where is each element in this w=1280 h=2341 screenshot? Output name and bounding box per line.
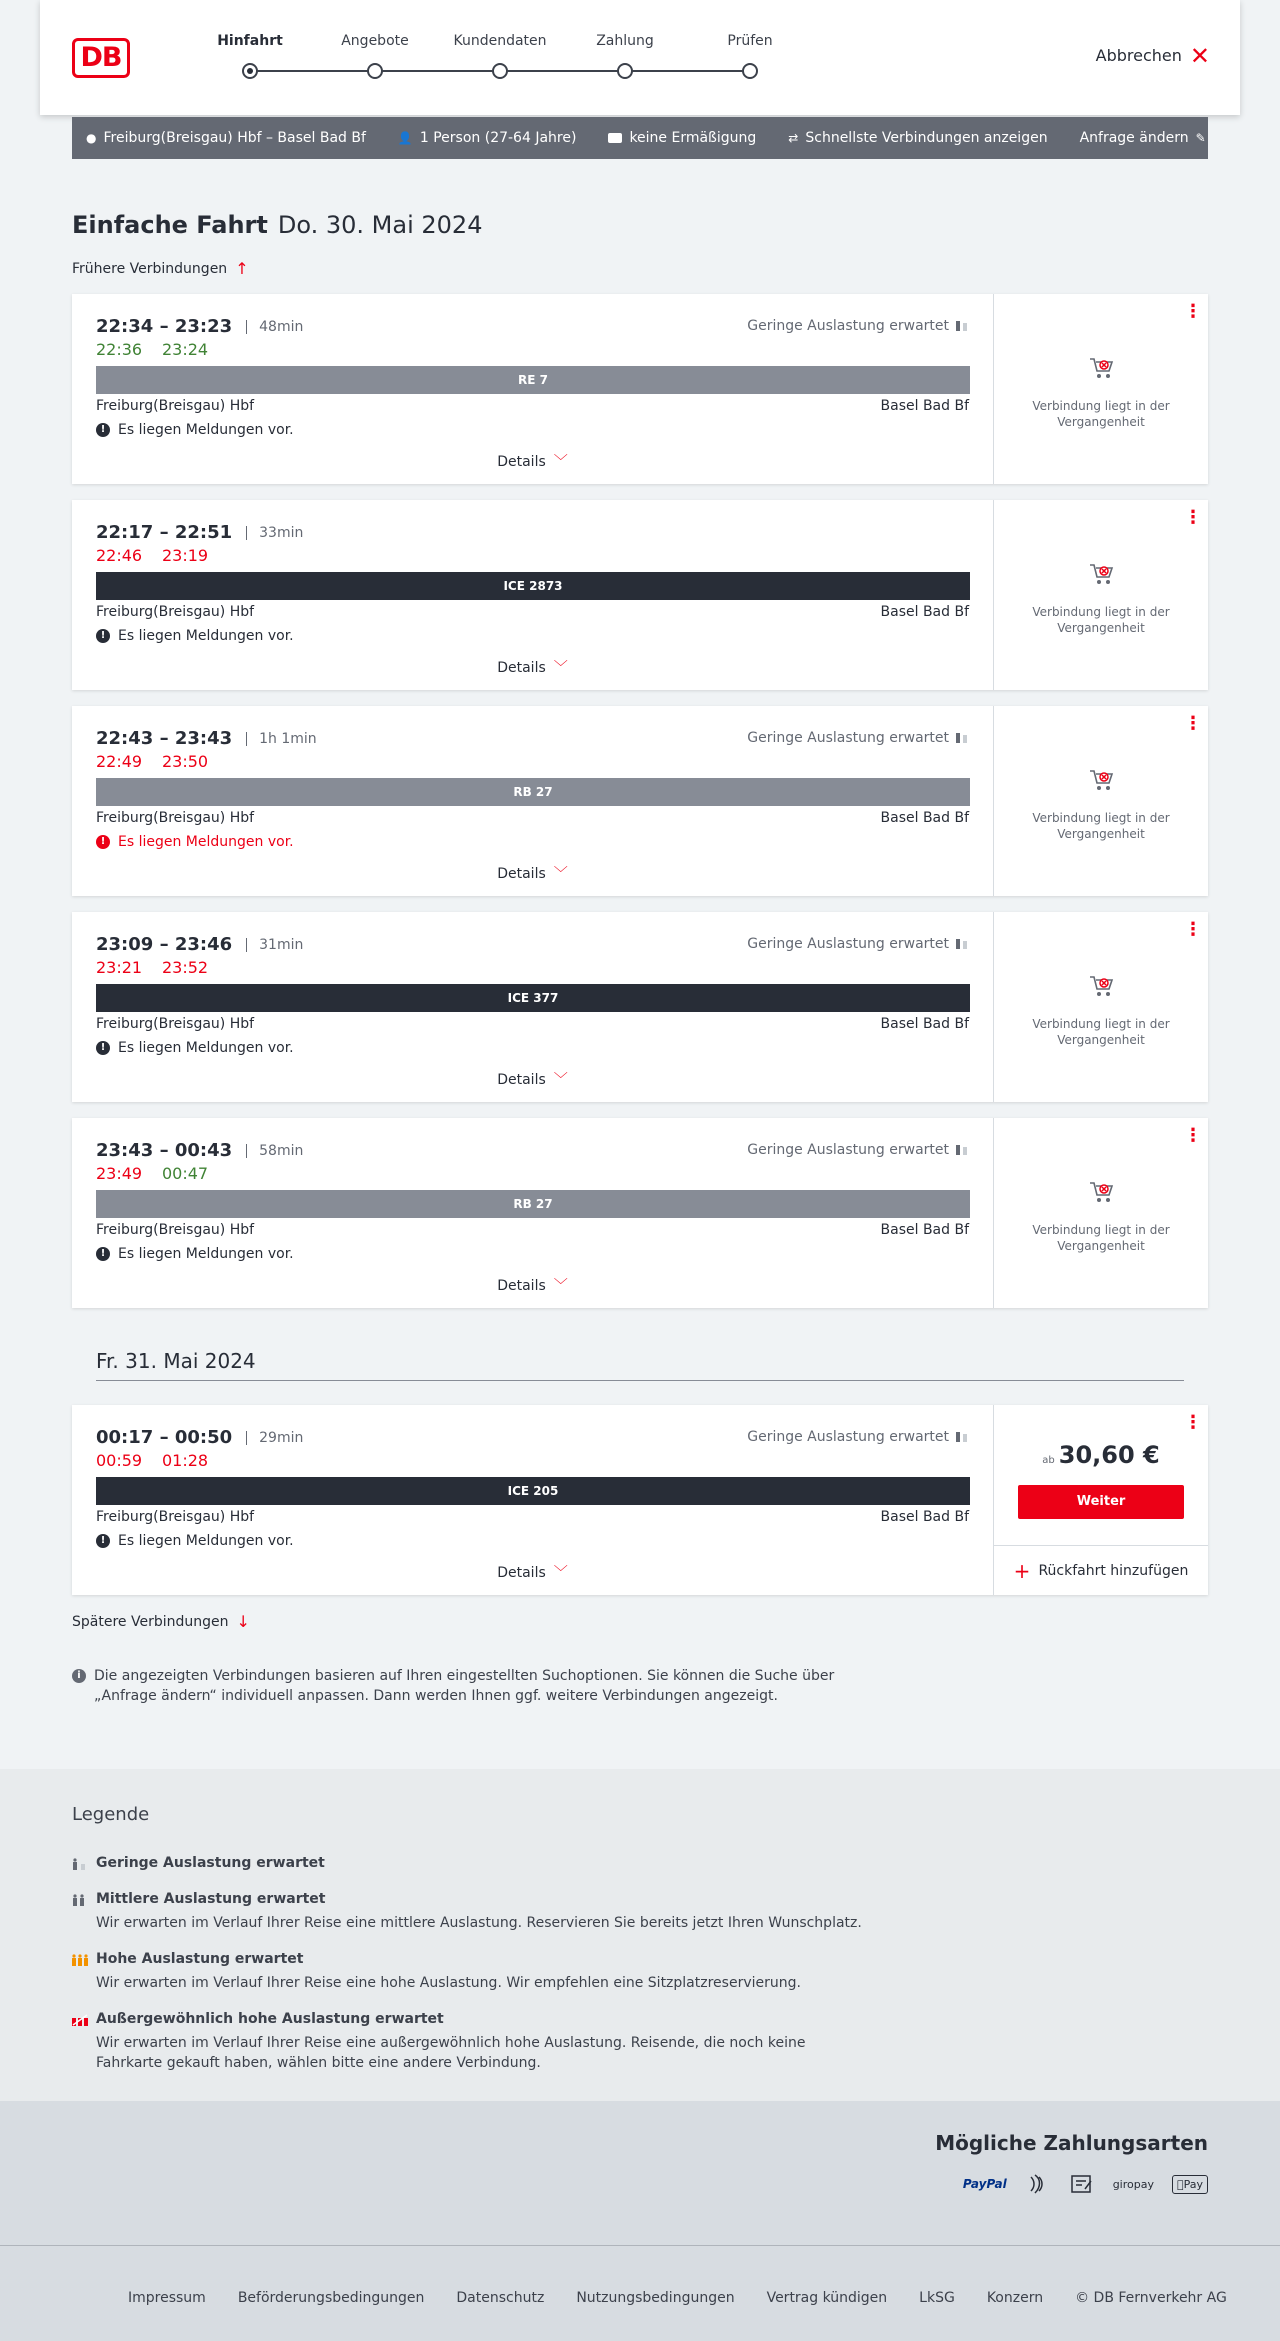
apple-pay-label: Pay bbox=[1183, 2177, 1203, 2191]
fastest-text: Schnellste Verbindungen anzeigen bbox=[805, 130, 1048, 146]
train-bar: RE 7 bbox=[96, 366, 970, 394]
earlier-connections-link[interactable] bbox=[72, 259, 249, 278]
cancel-label: Abbrechen bbox=[1095, 46, 1182, 65]
time-range: 22:43 – 23:43 bbox=[96, 728, 233, 749]
more-options-icon[interactable]: ⋮ bbox=[1184, 919, 1202, 940]
footer-link-lksg[interactable]: LkSG bbox=[919, 2290, 955, 2306]
planned-times bbox=[96, 1427, 303, 1448]
notice bbox=[96, 1040, 294, 1056]
payment-title: Mögliche Zahlungsarten bbox=[935, 2131, 1208, 2155]
later-label: Spätere Verbindungen bbox=[72, 1613, 229, 1630]
footer-link-befoerderungsbedingungen[interactable]: Beförderungsbedingungen bbox=[237, 2290, 425, 2306]
more-options-icon[interactable]: ⋮ bbox=[1184, 507, 1202, 528]
cart-unavailable-icon bbox=[1089, 768, 1115, 792]
origin-station: Freiburg(Breisgau) Hbf bbox=[96, 398, 255, 414]
notice-text: Es liegen Meldungen vor. bbox=[118, 1040, 294, 1056]
origin-station: Freiburg(Breisgau) Hbf bbox=[96, 1016, 255, 1032]
legend-item-medium bbox=[72, 1891, 872, 1933]
planned-times bbox=[96, 316, 303, 337]
legend-item-title: Mittlere Auslastung erwartet bbox=[96, 1891, 326, 1907]
day-separator-line bbox=[96, 1380, 1184, 1381]
details-label: Details bbox=[497, 1072, 546, 1088]
connection-card bbox=[72, 1405, 1208, 1595]
search-info bbox=[72, 1666, 852, 1706]
giropay-logo: giropay bbox=[1112, 2177, 1154, 2191]
past-connection-text: Verbindung liegt in der Vergangenheit bbox=[1032, 605, 1170, 635]
realtime-times bbox=[96, 752, 228, 771]
info-icon: i bbox=[72, 1669, 86, 1683]
realtime-times bbox=[96, 340, 228, 359]
edit-request-button[interactable] bbox=[1080, 130, 1206, 146]
occupancy-text: Geringe Auslastung erwartet bbox=[747, 1429, 949, 1445]
duration: 33min bbox=[259, 524, 304, 541]
trip-date: Do. 30. Mai 2024 bbox=[277, 211, 483, 239]
realtime-times bbox=[96, 546, 228, 565]
occupancy-text: Geringe Auslastung erwartet bbox=[747, 318, 949, 334]
alert-icon: ! bbox=[96, 1041, 110, 1055]
connection-main bbox=[72, 294, 994, 484]
legend-item-very-high bbox=[72, 2011, 872, 2073]
cart-unavailable-icon bbox=[1089, 562, 1115, 586]
step-dot bbox=[742, 63, 758, 79]
footer-link-datenschutz[interactable]: Datenschutz bbox=[456, 2290, 545, 2306]
train-bar: ICE 2873 bbox=[96, 572, 970, 600]
legend-item-description: Wir erwarten im Verlauf Ihrer Reise eine hohe Auslastung. Wir empfehlen eine Sitzplatzreservierung. bbox=[96, 1975, 801, 1991]
bahncard-icon bbox=[608, 133, 622, 143]
realtime-arrival: 23:19 bbox=[162, 546, 209, 565]
connection-card bbox=[72, 912, 1208, 1102]
more-options-icon[interactable]: ⋮ bbox=[1184, 713, 1202, 734]
passenger-summary bbox=[398, 130, 577, 146]
occupancy-low-icon bbox=[955, 1431, 969, 1443]
destination-station: Basel Bad Bf bbox=[880, 1222, 969, 1238]
realtime-arrival: 01:28 bbox=[162, 1451, 209, 1470]
legend-item-title: Geringe Auslastung erwartet bbox=[96, 1855, 325, 1871]
alert-icon: ! bbox=[96, 629, 110, 643]
notice-text: Es liegen Meldungen vor. bbox=[118, 834, 294, 850]
duration: 1h 1min bbox=[259, 730, 317, 747]
realtime-arrival: 00:47 bbox=[162, 1164, 209, 1183]
step-dot bbox=[367, 63, 383, 79]
connection-offer bbox=[994, 912, 1208, 1102]
train-bar: ICE 377 bbox=[96, 984, 970, 1012]
details-label: Details bbox=[497, 454, 546, 470]
cart-unavailable-icon bbox=[1089, 356, 1115, 380]
legend-item-title: Hohe Auslastung erwartet bbox=[96, 1951, 304, 1967]
notice bbox=[96, 422, 294, 438]
discount-summary bbox=[608, 130, 756, 146]
search-summary-bar bbox=[72, 117, 1208, 159]
notice-text: Es liegen Meldungen vor. bbox=[118, 1533, 294, 1549]
contactless-card-icon bbox=[1025, 2171, 1051, 2197]
origin-station: Freiburg(Breisgau) Hbf bbox=[96, 604, 255, 620]
realtime-departure: 22:46 bbox=[96, 546, 143, 565]
occupancy-info bbox=[747, 1142, 969, 1158]
realtime-departure: 00:59 bbox=[96, 1451, 143, 1470]
progress-steps bbox=[210, 33, 773, 93]
arrow-down-icon: ↓ bbox=[236, 1612, 250, 1631]
info-text: Die angezeigten Verbindungen basieren auf Ihren eingestellten Suchoptionen. Sie können die Suche über „Anfrage ändern“ individuell anpassen. Dann werden Ihnen ggf. weitere Verbindungen angezeigt. bbox=[94, 1668, 835, 1704]
notice bbox=[96, 1533, 294, 1549]
realtime-departure: 23:21 bbox=[96, 958, 143, 977]
occupancy-very-high-icon bbox=[72, 2014, 88, 2026]
chevron-down-icon: ﹀ bbox=[553, 866, 568, 882]
details-label: Details bbox=[497, 866, 546, 882]
origin-station: Freiburg(Breisgau) Hbf bbox=[96, 810, 255, 826]
occupancy-low-icon bbox=[955, 320, 969, 332]
alert-icon: ! bbox=[96, 1534, 110, 1548]
cart-unavailable-icon bbox=[1089, 974, 1115, 998]
realtime-arrival: 23:52 bbox=[162, 958, 209, 977]
realtime-departure: 23:49 bbox=[96, 1164, 143, 1183]
details-toggle[interactable] bbox=[72, 657, 993, 677]
occupancy-high-icon bbox=[72, 1954, 88, 1966]
add-return-label: Rückfahrt hinzufügen bbox=[1038, 1562, 1189, 1579]
later-connections-link[interactable] bbox=[72, 1612, 250, 1631]
legend-item-description: Wir erwarten im Verlauf Ihrer Reise eine mittlere Auslastung. Reservieren Sie bereits jetzt Ihren Wunschplatz. bbox=[96, 1915, 862, 1931]
apple-pay-logo bbox=[1172, 2175, 1208, 2194]
occupancy-medium-icon bbox=[72, 1894, 88, 1906]
step-dot bbox=[617, 63, 633, 79]
realtime-arrival: 23:24 bbox=[162, 340, 209, 359]
route-summary bbox=[86, 130, 366, 146]
close-icon: ✕ bbox=[1189, 41, 1210, 70]
paypal-logo: PayPal bbox=[962, 2177, 1007, 2191]
alert-icon: ! bbox=[96, 1247, 110, 1261]
details-toggle[interactable] bbox=[72, 863, 993, 883]
destination-station: Basel Bad Bf bbox=[880, 398, 969, 414]
occupancy-low-icon bbox=[955, 732, 969, 744]
realtime-departure: 22:36 bbox=[96, 340, 143, 359]
chevron-down-icon: ﹀ bbox=[553, 454, 568, 470]
time-range: 23:09 – 23:46 bbox=[96, 934, 233, 955]
occupancy-info bbox=[747, 1429, 969, 1445]
connection-offer bbox=[994, 706, 1208, 896]
alert-icon: ! bbox=[96, 423, 110, 437]
top-header bbox=[40, 0, 1240, 115]
footer bbox=[0, 2245, 1280, 2341]
origin-station: Freiburg(Breisgau) Hbf bbox=[96, 1509, 255, 1525]
chevron-down-icon: ﹀ bbox=[553, 660, 568, 676]
step-kundendaten: Kundendaten bbox=[453, 33, 547, 49]
notice bbox=[96, 1246, 294, 1262]
fastest-summary bbox=[788, 130, 1047, 146]
chevron-down-icon: ﹀ bbox=[553, 1278, 568, 1294]
realtime-times bbox=[96, 1164, 228, 1183]
step-zahlung: Zahlung bbox=[596, 33, 654, 49]
connection-card bbox=[72, 1118, 1208, 1308]
legend-section bbox=[0, 1769, 1280, 2101]
discount-text: keine Ermäßigung bbox=[629, 130, 757, 146]
details-toggle[interactable] bbox=[72, 1562, 993, 1582]
add-return-button[interactable] bbox=[994, 1545, 1208, 1595]
earlier-label: Frühere Verbindungen bbox=[72, 260, 228, 277]
notice bbox=[96, 628, 294, 644]
step-dot bbox=[492, 63, 508, 79]
details-label: Details bbox=[497, 1565, 546, 1581]
occupancy-text: Geringe Auslastung erwartet bbox=[747, 1142, 949, 1158]
connection-main bbox=[72, 706, 994, 896]
footer-link-vertrag-kuendigen[interactable]: Vertrag kündigen bbox=[766, 2290, 888, 2306]
connection-card bbox=[72, 706, 1208, 896]
destination-station: Basel Bad Bf bbox=[880, 1016, 969, 1032]
occupancy-info bbox=[747, 730, 969, 746]
step-hinfahrt: Hinfahrt bbox=[217, 33, 283, 49]
legend-item-high bbox=[72, 1951, 872, 1993]
more-options-icon[interactable]: ⋮ bbox=[1184, 301, 1202, 322]
connection-card bbox=[72, 294, 1208, 484]
planned-times bbox=[96, 934, 303, 955]
realtime-arrival: 23:50 bbox=[162, 752, 209, 771]
notice-text: Es liegen Meldungen vor. bbox=[118, 422, 294, 438]
details-label: Details bbox=[497, 660, 546, 676]
past-connection-text: Verbindung liegt in der Vergangenheit bbox=[1032, 811, 1170, 841]
time-range: 22:17 – 22:51 bbox=[96, 522, 233, 543]
realtime-times bbox=[96, 1451, 228, 1470]
footer-link-nutzungsbedingungen[interactable]: Nutzungsbedingungen bbox=[576, 2290, 735, 2306]
connection-card bbox=[72, 500, 1208, 690]
occupancy-low-icon bbox=[955, 1144, 969, 1156]
connection-offer bbox=[994, 294, 1208, 484]
payment-icons bbox=[963, 2171, 1208, 2197]
planned-times bbox=[96, 1140, 303, 1161]
passenger-text: 1 Person (27-64 Jahre) bbox=[419, 130, 577, 146]
occupancy-text: Geringe Auslastung erwartet bbox=[747, 936, 949, 952]
price-prefix: ab bbox=[1042, 1455, 1055, 1466]
destination-station: Basel Bad Bf bbox=[880, 1509, 969, 1525]
cancel-button[interactable] bbox=[1095, 41, 1210, 70]
train-bar: ICE 205 bbox=[96, 1477, 970, 1505]
time-range: 00:17 – 00:50 bbox=[96, 1427, 233, 1448]
connection-main bbox=[72, 912, 994, 1102]
duration: 29min bbox=[259, 1429, 304, 1446]
occupancy-text: Geringe Auslastung erwartet bbox=[747, 730, 949, 746]
page-title bbox=[72, 211, 482, 239]
step-angebote: Angebote bbox=[341, 33, 409, 49]
more-options-icon[interactable]: ⋮ bbox=[1184, 1412, 1202, 1433]
connection-offer bbox=[994, 1118, 1208, 1308]
payment-methods-section bbox=[0, 2101, 1280, 2245]
footer-link-impressum[interactable]: Impressum bbox=[128, 2290, 206, 2306]
occupancy-info bbox=[747, 936, 969, 952]
pencil-icon: ✎ bbox=[1195, 131, 1206, 145]
footer-copyright: © DB Fernverkehr AG bbox=[1075, 2290, 1227, 2306]
alert-icon: ! bbox=[96, 835, 110, 849]
planned-times bbox=[96, 522, 303, 543]
train-bar: RB 27 bbox=[96, 778, 970, 806]
occupancy-low-icon bbox=[955, 938, 969, 950]
connection-main bbox=[72, 1405, 994, 1595]
duration: 58min bbox=[259, 1142, 304, 1159]
details-toggle[interactable] bbox=[72, 1069, 993, 1089]
time-range: 23:43 – 00:43 bbox=[96, 1140, 233, 1161]
time-range: 22:34 – 23:23 bbox=[96, 316, 233, 337]
cart-unavailable-icon bbox=[1089, 1180, 1115, 1204]
occupancy-low-icon bbox=[72, 1858, 88, 1870]
notice-text: Es liegen Meldungen vor. bbox=[118, 628, 294, 644]
footer-link-konzern[interactable]: Konzern bbox=[986, 2290, 1044, 2306]
past-connection-text: Verbindung liegt in der Vergangenheit bbox=[1032, 1223, 1170, 1253]
plus-icon: + bbox=[1013, 1558, 1031, 1583]
legend-item-low bbox=[72, 1855, 872, 1871]
planned-times bbox=[96, 728, 317, 749]
connection-offer bbox=[994, 1405, 1208, 1595]
person-icon: 👤 bbox=[397, 131, 413, 145]
origin-station: Freiburg(Breisgau) Hbf bbox=[96, 1222, 255, 1238]
details-toggle[interactable] bbox=[72, 1275, 993, 1295]
details-toggle[interactable] bbox=[72, 451, 993, 471]
occupancy-info bbox=[747, 318, 969, 334]
continue-button[interactable]: Weiter bbox=[1018, 1485, 1184, 1519]
train-bar: RB 27 bbox=[96, 1190, 970, 1218]
connection-main bbox=[72, 1118, 994, 1308]
db-logo[interactable]: DB bbox=[72, 38, 130, 78]
duration: 48min bbox=[259, 318, 304, 335]
notice-text: Es liegen Meldungen vor. bbox=[118, 1246, 294, 1262]
price bbox=[994, 1441, 1208, 1469]
destination-station: Basel Bad Bf bbox=[880, 810, 969, 826]
duration: 31min bbox=[259, 936, 304, 953]
sepa-direct-debit-icon bbox=[1069, 2171, 1095, 2197]
legend-title: Legende bbox=[72, 1804, 150, 1825]
step-pruefen: Prüfen bbox=[727, 33, 773, 49]
route-text: Freiburg(Breisgau) Hbf – Basel Bad Bf bbox=[103, 130, 366, 146]
connection-main bbox=[72, 500, 994, 690]
realtime-times bbox=[96, 958, 228, 977]
arrow-up-icon: ↑ bbox=[235, 259, 249, 278]
swap-arrows-icon: ⇄ bbox=[788, 131, 799, 145]
step-dot-current bbox=[242, 63, 258, 79]
trip-type: Einfache Fahrt bbox=[72, 211, 268, 239]
details-label: Details bbox=[497, 1278, 546, 1294]
chevron-down-icon: ﹀ bbox=[553, 1072, 568, 1088]
footer-links bbox=[128, 2290, 1227, 2306]
realtime-departure: 22:49 bbox=[96, 752, 143, 771]
edit-request-label: Anfrage ändern bbox=[1079, 130, 1189, 146]
more-options-icon[interactable]: ⋮ bbox=[1184, 1125, 1202, 1146]
destination-station: Basel Bad Bf bbox=[880, 604, 969, 620]
past-connection-text: Verbindung liegt in der Vergangenheit bbox=[1032, 399, 1170, 429]
chevron-down-icon: ﹀ bbox=[553, 1565, 568, 1581]
legend-item-title: Außergewöhnlich hohe Auslastung erwartet bbox=[96, 2011, 444, 2027]
day-separator-label: Fr. 31. Mai 2024 bbox=[96, 1349, 256, 1373]
price-value: 30,60 € bbox=[1058, 1441, 1160, 1469]
past-connection-text: Verbindung liegt in der Vergangenheit bbox=[1032, 1017, 1170, 1047]
legend-item-description: Wir erwarten im Verlauf Ihrer Reise eine außergewöhnlich hohe Auslastung. Reisende, die noch keine Fahrkarte gekauft haben, wählen bitte eine andere Verbindung. bbox=[96, 2035, 806, 2071]
connection-offer bbox=[994, 500, 1208, 690]
location-pin-icon: ● bbox=[86, 131, 97, 145]
notice bbox=[96, 834, 294, 850]
